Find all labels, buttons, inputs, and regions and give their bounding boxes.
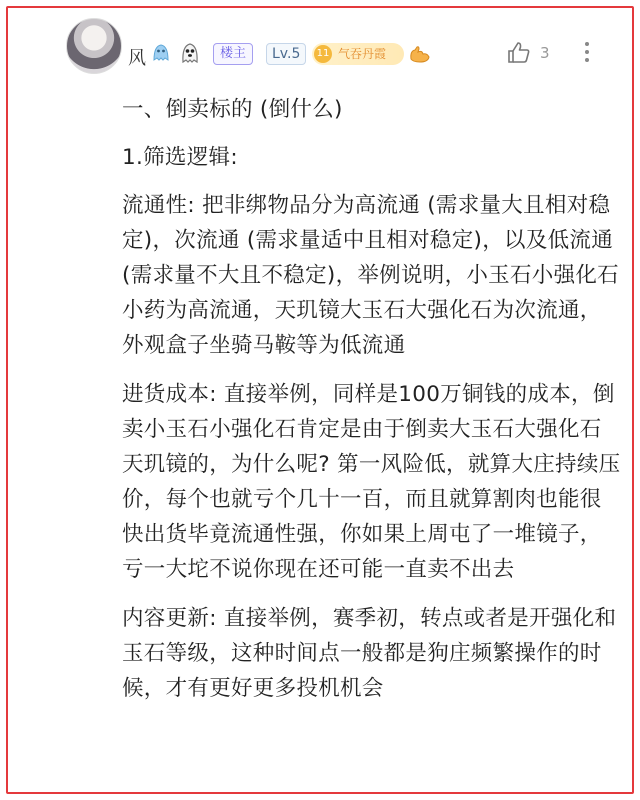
title-tag <box>312 43 404 65</box>
ghost-badge-icon <box>150 42 172 64</box>
paragraph-updates: 内容更新: 直接举例，赛季初，转点或者是开强化和玉石等级，这种时间点一般都是狗庄频繁操作的时候，才有更好更多投机机会 <box>122 606 617 701</box>
like-count: 3 <box>540 44 550 62</box>
ghost-emoji-icon <box>178 41 202 65</box>
author-name[interactable]: 风 <box>128 48 146 69</box>
paragraph-liquidity: 流通性: 把非绑物品分为高流通 (需求量大且相对稳定)，次流通 (需求量适中且相对稳定)，以及低流通 (需求量不大且不稳定)，举例说明，小玉石小强化石小药为高流通，天玑镜大玉石大强化石为次流通，外观盒子坐骑马鞍等为低流通 <box>122 193 619 358</box>
thumbs-up-icon[interactable] <box>506 40 532 66</box>
flexed-arm-icon <box>408 43 432 65</box>
paragraph-cost: 进货成本: 直接举例，同样是100万铜钱的成本，倒卖小玉石小强化石肯定是由于倒卖大玉石大强化石天玑镜的，为什么呢? 第一风险低，就算大庄持续压价，每个也就亏个几十一百，而且就算割肉也能很快出货毕竟流通性强，你如果上周屯了一堆镜子，亏一大坨不说你现在还可能一直卖不出去 <box>122 382 621 582</box>
subsection-heading: 1.筛选逻辑: <box>122 145 238 170</box>
owner-tag: 楼主 <box>213 43 253 65</box>
level-tag: Lv.5 <box>266 43 306 65</box>
title-label: 气吞丹霞 <box>338 47 387 61</box>
title-level-badge: 11 <box>314 45 332 63</box>
post-frame <box>6 6 634 794</box>
post-header <box>8 8 632 88</box>
section-heading: 一、倒卖标的 (倒什么) <box>122 97 343 122</box>
avatar[interactable] <box>66 18 122 74</box>
post-content <box>122 92 622 706</box>
more-vertical-icon[interactable] <box>582 38 592 66</box>
